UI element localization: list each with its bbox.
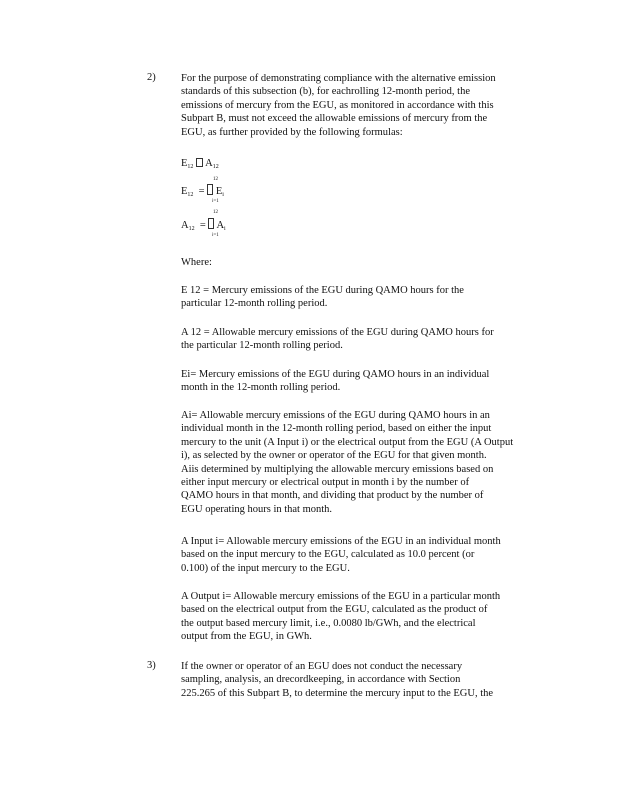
item-3-paragraph: If the owner or operator of an EGU does not conduct the necessary sampling, analysis, an drecordkeeping, in accordance with Section 225.265 of this Subpart B, to determine the mercury input to the EGU, the [181, 661, 494, 699]
sum-lower-limit: i=1 [212, 199, 219, 204]
formula-1: $E_{12}$ $A_{12}$ [181, 158, 219, 170]
definition-a-output: A Output i= Allowable mercury emissions of the EGU in a particular month based on the electrical output from the EGU, calculated as the product of the output based mercury limit, i.e., 0.0080 lb/GWh, and the electrical output from the EGU, in GWh. [181, 591, 501, 643]
text-line: standards of this subsection (b), for eachrolling 12-month period, the [181, 86, 470, 98]
text-line: Subpart B, must not exceed the allowable emissions of mercury from the [181, 113, 488, 125]
definition-a12: A 12 = Allowable mercury emissions of the EGU during QAMO hours for the particular 12-month rolling period. [181, 327, 494, 352]
formula-2: $E_{12} = E_i$ [181, 186, 224, 198]
sum-upper-limit: 12 [213, 177, 218, 182]
item-2-paragraph [181, 72, 541, 139]
relation-symbol-icon [196, 158, 203, 167]
definition-ai: Ai= Allowable mercury emissions of the EGU during QAMO hours in an individual month in the 12-month rolling period, based on either the input mercury to the unit (A Input i) or the electrical output from the EGU (A Output i), as selected by the owner or operator of the EGU for that given month. Aiis determined by multiplying the allowable mercury emissions based on either input mercury or electrical output in month i by the number of QAMO hours in that month, and dividing that product by the number of EGU operating hours in that month. [181, 410, 514, 515]
item-number-3: 3) [147, 660, 156, 671]
sum-lower-limit: i=1 [212, 233, 219, 238]
summation-icon [208, 218, 214, 229]
formula-3: $A_{12} = A_i$ [181, 220, 226, 232]
definition-e12: E 12 = Mercury emissions of the EGU during QAMO hours for the particular 12-month rolling period. [181, 285, 464, 310]
text-line: For the purpose of demonstrating compliance with the alternative emission [181, 73, 496, 84]
definition-a-input: A Input i= Allowable mercury emissions of the EGU in an individual month based on the input mercury to the EGU, calculated as 10.0 percent (or 0.100) of the input mercury to the EGU. [181, 536, 501, 574]
definition-ei: Ei= Mercury emissions of the EGU during QAMO hours in an individual month in the 12-month rolling period. [181, 369, 490, 394]
sum-upper-limit: 12 [213, 210, 218, 215]
item-number-2: 2) [147, 72, 156, 83]
text-line: emissions of mercury from the EGU, as monitored in accordance with this [181, 99, 494, 111]
where-label: Where: [181, 257, 212, 268]
text-line: EGU, as further provided by the following formulas: [181, 126, 403, 138]
summation-icon [207, 184, 213, 195]
